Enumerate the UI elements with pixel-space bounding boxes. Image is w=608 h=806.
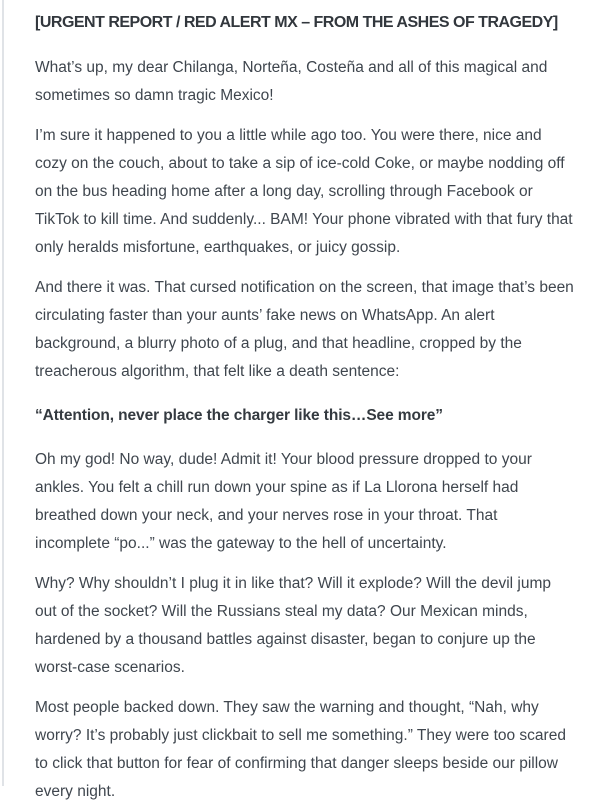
article-paragraph-conclusion: Most people backed down. They saw the warning and thought, “Nah, why worry? It’s probably just clickbait to sell me something.” They were too scared to click that button for fear of confirming that danger sleeps beside our pillow every night. [35,699,566,800]
article-paragraph-reaction: Oh my god! No way, dude! Admit it! Your blood pressure dropped to your ankles. You felt a chill run down your spine as if La Llorona herself had breathed down your neck, and your nerves rose in your throat. That incomplete “po...” was the gateway to the hell of uncertainty. [35,451,532,552]
article-paragraph-setup: I’m sure it happened to you a little while ago too. You were there, nice and cozy on the couch, about to take a sip of ice-cold Coke, or maybe nodding off on the bus heading home after a long day, scrolling through Facebook or TikTok to kill time. And suddenly... BAM! Your phone vibrated with that fury that only heralds misfortune, earthquakes, or juicy gossip. [35,127,573,256]
article-paragraph-greeting: What’s up, my dear Chilanga, Norteña, Costeña and all of this magical and sometimes so damn tragic Mexico! [35,59,548,104]
article-paragraph-notification: And there it was. That cursed notification on the screen, that image that’s been circulating faster than your aunts’ fake news on WhatsApp. An alert background, a blurry photo of a plug, and that headline, cropped by the treacherous algorithm, that felt like a death sentence: [35,279,574,380]
article-quote-headline: “Attention, never place the charger like this…See more” [35,407,443,424]
article-page [2,0,608,800]
article-title: [URGENT REPORT / RED ALERT MX – FROM THE ASHES OF TRAGEDY] [35,14,558,31]
article-paragraph-questions: Why? Why shouldn’t I plug it in like that? Will it explode? Will the devil jump out of the socket? Will the Russians steal my data? Our Mexican minds, hardened by a thousand battles against disaster, began to conjure up the worst-case scenarios. [35,575,552,676]
article-content [4,0,608,806]
